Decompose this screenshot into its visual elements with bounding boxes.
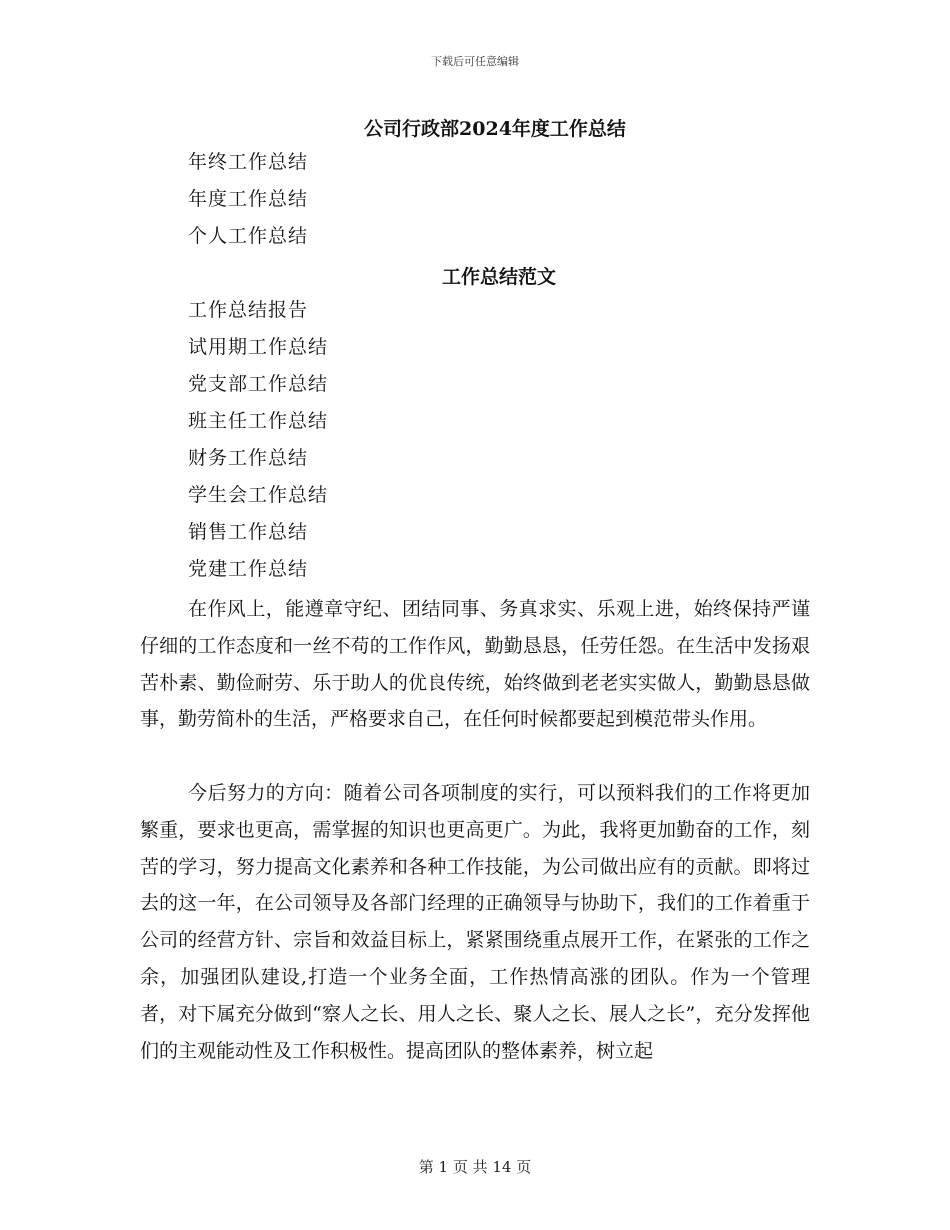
section-subtitle: 工作总结范文 <box>441 266 556 288</box>
list-item: 党支部工作总结 <box>188 373 329 395</box>
list-item: 年终工作总结 <box>188 151 309 173</box>
list-item: 销售工作总结 <box>188 521 309 543</box>
list-item: 党建工作总结 <box>188 558 309 580</box>
list-item: 试用期工作总结 <box>188 336 329 358</box>
summary-type-list <box>188 144 308 255</box>
list-item: 工作总结报告 <box>188 299 309 321</box>
document-title: 公司行政部2024年度工作总结 <box>364 118 626 140</box>
list-item: 财务工作总结 <box>188 447 309 469</box>
list-item: 班主任工作总结 <box>188 410 329 432</box>
list-item: 年度工作总结 <box>188 188 309 210</box>
body-paragraph-1: 在作风上，能遵章守纪、团结同事、务真求实、乐观上进，始终保持严谨仔细的工作态度和一丝不苟的工作作风，勤勤恳恳，任劳任怨。在生活中发扬艰苦朴素、勤俭耐劳、乐于助人的优良传统，始终做到老老实实做人，勤勤恳恳做事，勤劳简朴的生活，严格要求自己，在任何时候都要起到模范带头作用。 <box>140 598 810 731</box>
page-header-note: 下载后可任意编辑 <box>431 55 519 68</box>
page-number: 第 1 页 共 14 页 <box>418 1158 532 1176</box>
list-item: 学生会工作总结 <box>188 484 329 506</box>
list-item: 个人工作总结 <box>188 225 309 247</box>
sample-list <box>188 292 328 588</box>
body-paragraph-2: 今后努力的方向：随着公司各项制度的实行，可以预料我们的工作将更加繁重，要求也更高，需掌握的知识也更高更广。为此，我将更加勤奋的工作，刻苦的学习，努力提高文化素养和各种工作技能，为公司做出应有的贡献。即将过去的这一年，在公司领导及各部门经理的正确领导与协助下，我们的工作着重于公司的经营方针、宗旨和效益目标上，紧紧围绕重点展开工作，在紧张的工作之余，加强团队建设,打造一个业务全面，工作热情高涨的团队。作为一个管理者，对下属充分做到“察人之长、用人之长、聚人之长、展人之长”，充分发挥他们的主观能动性及工作积极性。提高团队的整体素养，树立起 <box>140 782 810 1062</box>
